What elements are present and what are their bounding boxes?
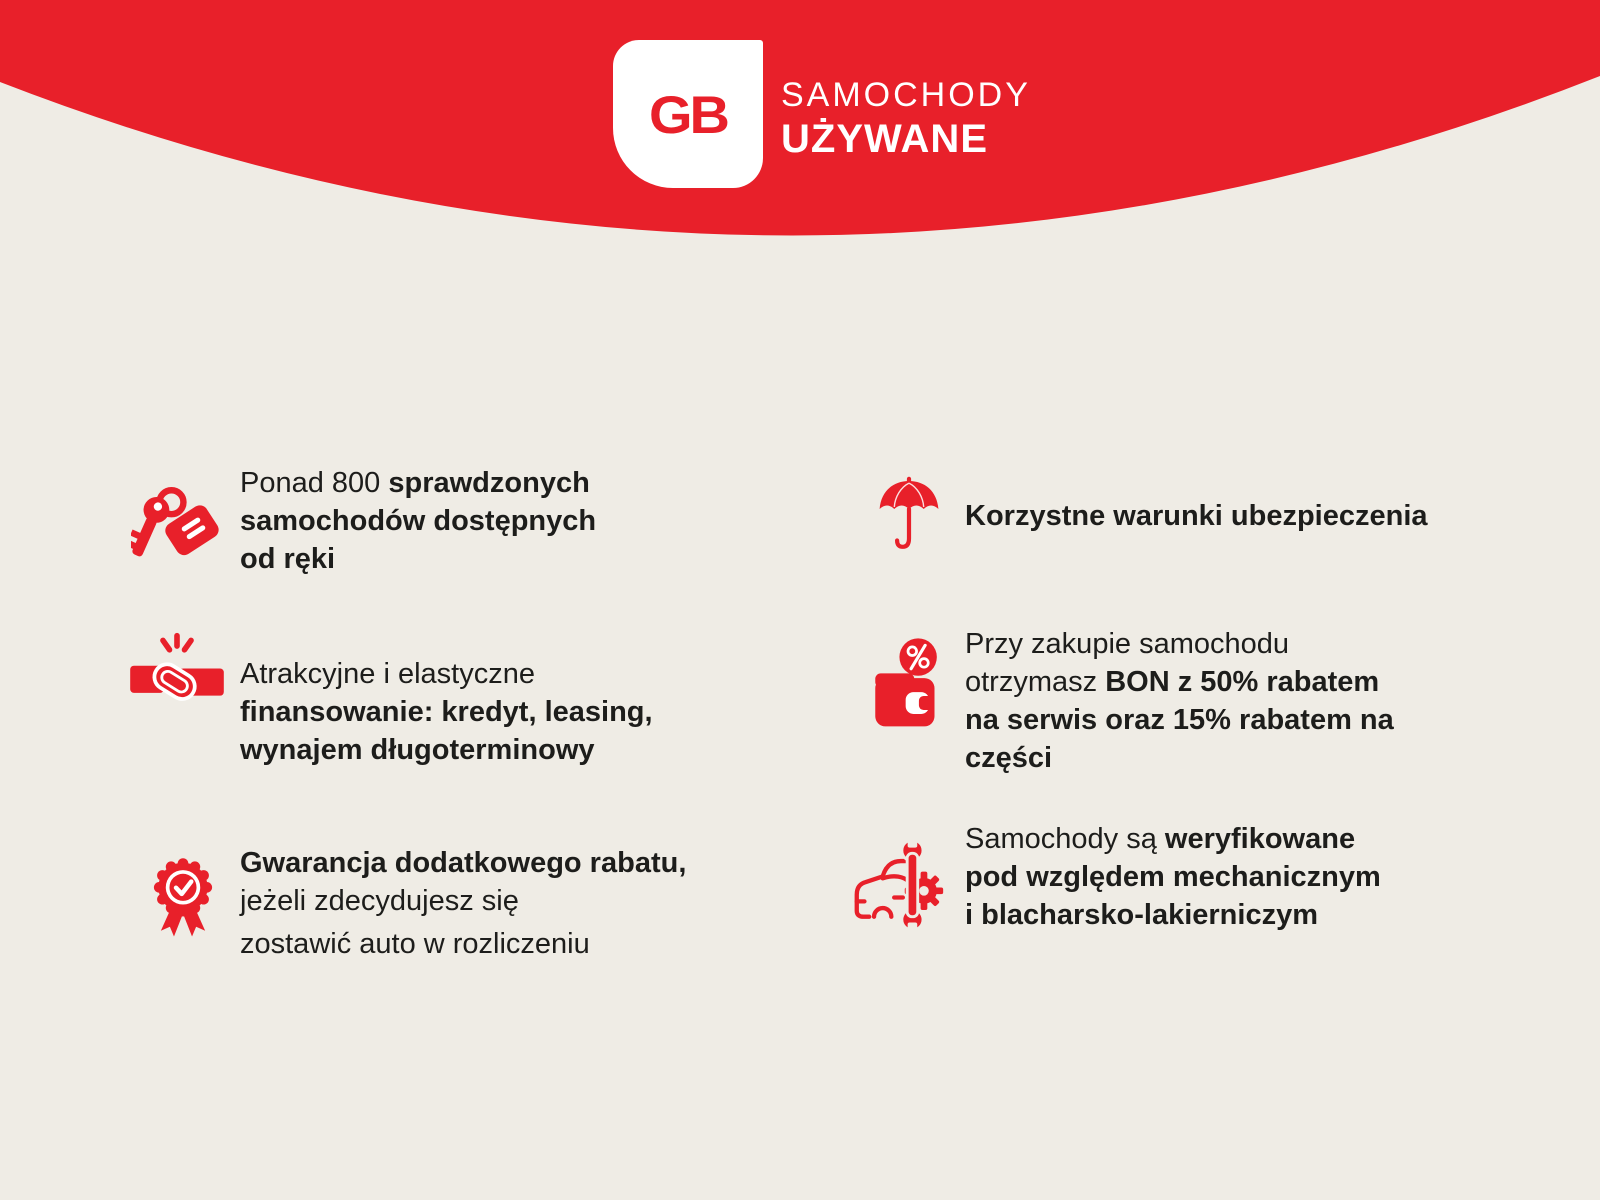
feature-line: Samochody są weryfikowane (965, 823, 1356, 855)
feature-line: od ręki (240, 543, 336, 575)
feature-guarantee-text (240, 844, 686, 963)
feature-line: Przy zakupie samochodu (965, 628, 1289, 660)
feature-inventory-text (240, 464, 596, 578)
feature-line: jeżeli zdecydujesz się (240, 885, 519, 917)
feature-line: Gwarancja dodatkowego rabatu, (240, 847, 687, 879)
brand-title-line2: UŻYWANE (781, 117, 988, 161)
brand-logo (613, 40, 763, 188)
brand-title-line1: SAMOCHODY (781, 76, 1031, 114)
feature-line: finansowanie: kredyt, leasing, (240, 696, 653, 728)
feature-verification-text (965, 820, 1381, 934)
brand-title (781, 78, 1031, 159)
car-keys-tag-icon (131, 482, 223, 574)
umbrella-icon (874, 462, 944, 570)
feature-line: na serwis oraz 15% rabatem na (965, 704, 1394, 736)
feature-line: wynajem długoterminowy (240, 734, 595, 766)
brand-logo-monogram: GB (649, 84, 727, 144)
feature-line: Korzystne warunki ubezpieczenia (965, 500, 1428, 532)
feature-line: Atrakcyjne i elastyczne (240, 658, 535, 690)
feature-line: i blacharsko-lakierniczym (965, 899, 1318, 931)
feature-line: pod względem mechanicznym (965, 861, 1381, 893)
feature-line: samochodów dostępnych (240, 505, 597, 537)
wallet-percent-icon (869, 636, 947, 742)
handshake-icon (130, 632, 224, 720)
feature-line: części (965, 742, 1053, 774)
feature-line: otrzymasz BON z 50% rabatem (965, 666, 1380, 698)
feature-line: zostawić auto w rozliczeniu (240, 928, 590, 960)
feature-financing-text (240, 655, 653, 769)
award-badge-icon (142, 848, 224, 948)
car-service-icon (851, 838, 947, 934)
feature-service-bonus-text (965, 625, 1394, 777)
feature-insurance-text (965, 497, 1428, 535)
feature-line: Ponad 800 sprawdzonych (240, 467, 590, 499)
